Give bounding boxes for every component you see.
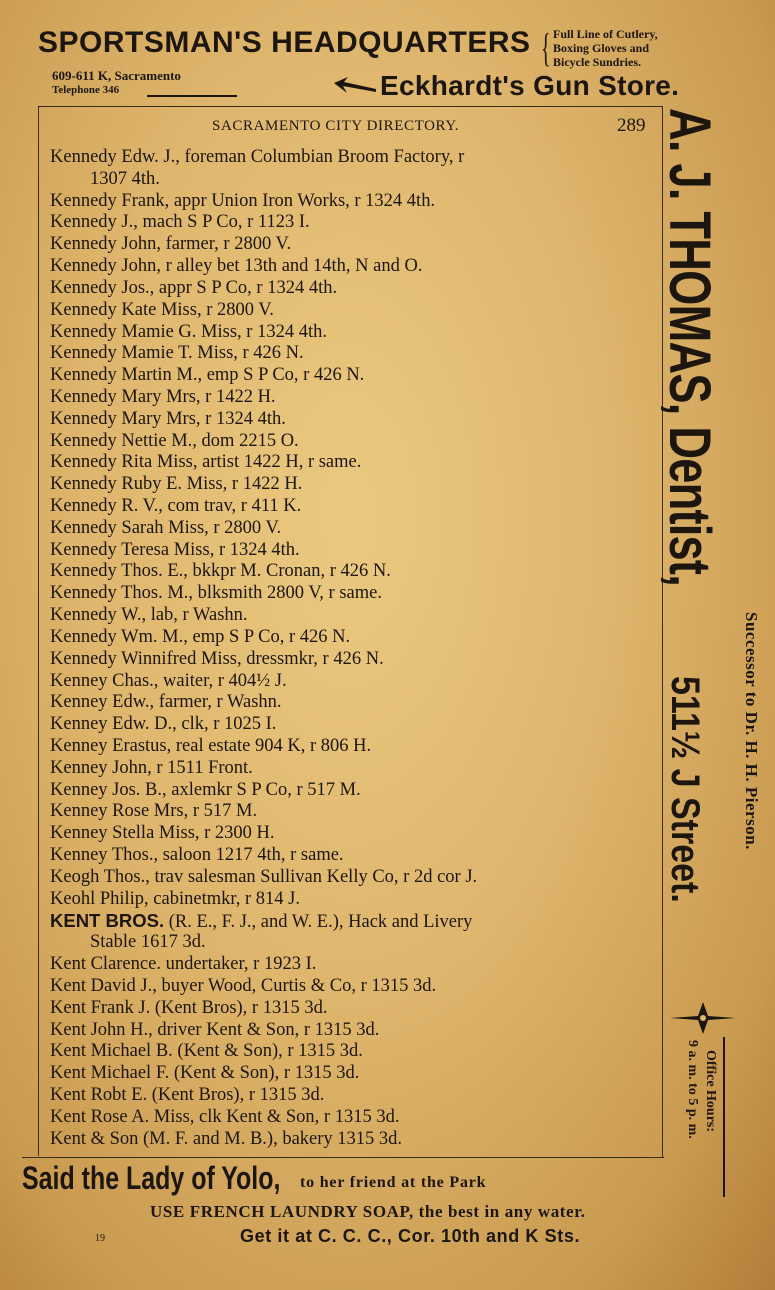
running-head: SACRAMENTO CITY DIRECTORY.: [212, 118, 460, 134]
brace-glyph: {: [541, 25, 551, 70]
list-item: Kennedy Wm. M., emp S P Co, r 426 N.: [50, 626, 351, 647]
list-item: Kennedy Rita Miss, artist 1422 H, r same.: [50, 452, 362, 473]
list-item: Kennedy Ruby E. Miss, r 1422 H.: [50, 474, 303, 495]
list-item: Kennedy Nettie M., dom 2215 O.: [50, 430, 299, 451]
bottom-ad-location: Get it at C. C. C., Cor. 10th and K Sts.: [240, 1226, 581, 1246]
directory-listing: [50, 147, 655, 1150]
list-item: Kennedy Thos. M., blksmith 2800 V, r same.: [50, 583, 382, 604]
list-item: Kennedy Mary Mrs, r 1422 H.: [50, 386, 276, 407]
list-item: Kent Robt E. (Kent Bros), r 1315 3d.: [50, 1084, 325, 1105]
list-item: Kent Frank J. (Kent Bros), r 1315 3d.: [50, 997, 328, 1018]
list-item: Kenney Thos., saloon 1217 4th, r same.: [50, 845, 344, 865]
list-item: Kenney Edw., farmer, r Washn.: [50, 692, 282, 713]
office-hours-value: 9 a. m. to 5 p. m.: [685, 1040, 700, 1139]
list-item: Kenney Erastus, real estate 904 K, r 806 H.: [50, 735, 372, 756]
list-item: Kent John H., driver Kent & Son, r 1315 3d.: [50, 1019, 380, 1040]
list-item: Kenney Jos. B., axlemkr S P Co, r 517 M.: [50, 779, 361, 800]
list-item: Kennedy Mamie G. Miss, r 1324 4th.: [50, 321, 327, 342]
list-item: Kennedy Frank, appr Union Iron Works, r 1324 4th.: [50, 190, 436, 211]
list-item: Kennedy J., mach S P Co, r 1123 I.: [50, 212, 310, 233]
bold-entry-rest: (R. E., F. J., and W. E.), Hack and Livery: [168, 912, 473, 933]
frame-rule-left: [38, 106, 39, 1156]
list-item: Kent Clarence. undertaker, r 1923 I.: [50, 954, 317, 975]
header-title: SPORTSMAN'S HEADQUARTERS: [38, 26, 531, 59]
list-item: Keohl Philip, cabinetmkr, r 814 J.: [50, 888, 301, 909]
frame-rule-bottom: [22, 1157, 664, 1158]
list-item: Kennedy Kate Miss, r 2800 V.: [50, 299, 274, 320]
header-address: 609-611 K, Sacramento: [52, 68, 181, 83]
bottom-ad-soap: USE FRENCH LAUNDRY SOAP, the best in any water.: [150, 1202, 586, 1221]
list-item: Kennedy Thos. E., bkkpr M. Cronan, r 426 N.: [50, 561, 391, 582]
list-item: Kent Michael F. (Kent & Son), r 1315 3d.: [50, 1063, 360, 1084]
office-hours-rule: [723, 1037, 725, 1197]
side-ad-successor: Successor to Dr. H. H. Pierson.: [742, 612, 761, 850]
header-store-name: Eckhardt's Gun Store.: [380, 70, 680, 101]
header-right-block: [553, 27, 658, 69]
list-item: Kennedy Edw. J., foreman Columbian Broom Factory, r: [50, 147, 465, 167]
list-item: Kent Michael B. (Kent & Son), r 1315 3d.: [50, 1041, 363, 1062]
list-item: Kennedy Teresa Miss, r 1324 4th.: [50, 539, 300, 560]
header-telephone: Telephone 346: [52, 84, 120, 96]
bottom-ad-subline: to her friend at the Park: [300, 1174, 487, 1191]
list-item: Kent David J., buyer Wood, Curtis & Co, r 1315 3d.: [50, 975, 437, 996]
list-item: Kenney Rose Mrs, r 517 M.: [50, 801, 258, 822]
list-item: Keogh Thos., trav salesman Sullivan Kelly Co, r 2d cor J.: [50, 866, 478, 887]
list-item: Kent & Son (M. F. and M. B.), bakery 1315 3d.: [50, 1128, 403, 1149]
list-item: Kennedy John, farmer, r 2800 V.: [50, 234, 292, 255]
list-item: Stable 1617 3d.: [90, 932, 206, 953]
list-item: Kennedy Mary Mrs, r 1324 4th.: [50, 408, 286, 429]
list-item: Kenney Stella Miss, r 2300 H.: [50, 823, 275, 844]
list-item: Kennedy John, r alley bet 13th and 14th, N and O.: [50, 256, 423, 277]
pointing-arrow-icon: [332, 73, 378, 97]
list-item: Kennedy Winnifred Miss, dressmkr, r 426 N.: [50, 648, 384, 669]
list-item: Kennedy Sarah Miss, r 2800 V.: [50, 517, 282, 538]
list-item: Kennedy Mamie T. Miss, r 426 N.: [50, 343, 304, 364]
header-right-line: Full Line of Cutlery,: [553, 27, 658, 41]
side-ad-dentist: A. J. THOMAS, Dentist,: [657, 108, 722, 587]
list-item: 1307 4th.: [90, 168, 160, 189]
list-item: Kent Rose A. Miss, clk Kent & Son, r 1315 3d.: [50, 1106, 400, 1127]
bottom-ad-headline: Said the Lady of Yolo,: [22, 1160, 281, 1196]
header-right-line: Boxing Gloves and: [553, 41, 650, 55]
list-item: Kennedy Martin M., emp S P Co, r 426 N.: [50, 365, 365, 386]
ornament-icon: [668, 998, 738, 1038]
side-ad-address: 511½ J Street.: [663, 676, 707, 903]
list-item: Kenney John, r 1511 Front.: [50, 757, 253, 778]
list-item: Kenney Chas., waiter, r 404½ J.: [50, 670, 287, 691]
office-hours-label: Office Hours:: [703, 1050, 718, 1133]
bold-entry-name: KENT BROS.: [50, 910, 165, 932]
list-item: Kennedy W., lab, r Washn.: [50, 605, 248, 626]
list-item: Kennedy R. V., com trav, r 411 K.: [50, 496, 302, 516]
list-item: Kenney Edw. D., clk, r 1025 I.: [50, 714, 277, 735]
signature-mark: 19: [95, 1233, 105, 1244]
list-item: Kennedy Jos., appr S P Co, r 1324 4th.: [50, 277, 338, 298]
telephone-rule: [147, 95, 237, 97]
frame-rule-top: [38, 106, 663, 107]
list-item-bold: [50, 910, 655, 932]
header-right-line: Bicycle Sundries.: [553, 55, 642, 69]
page-number: 289: [617, 115, 646, 136]
